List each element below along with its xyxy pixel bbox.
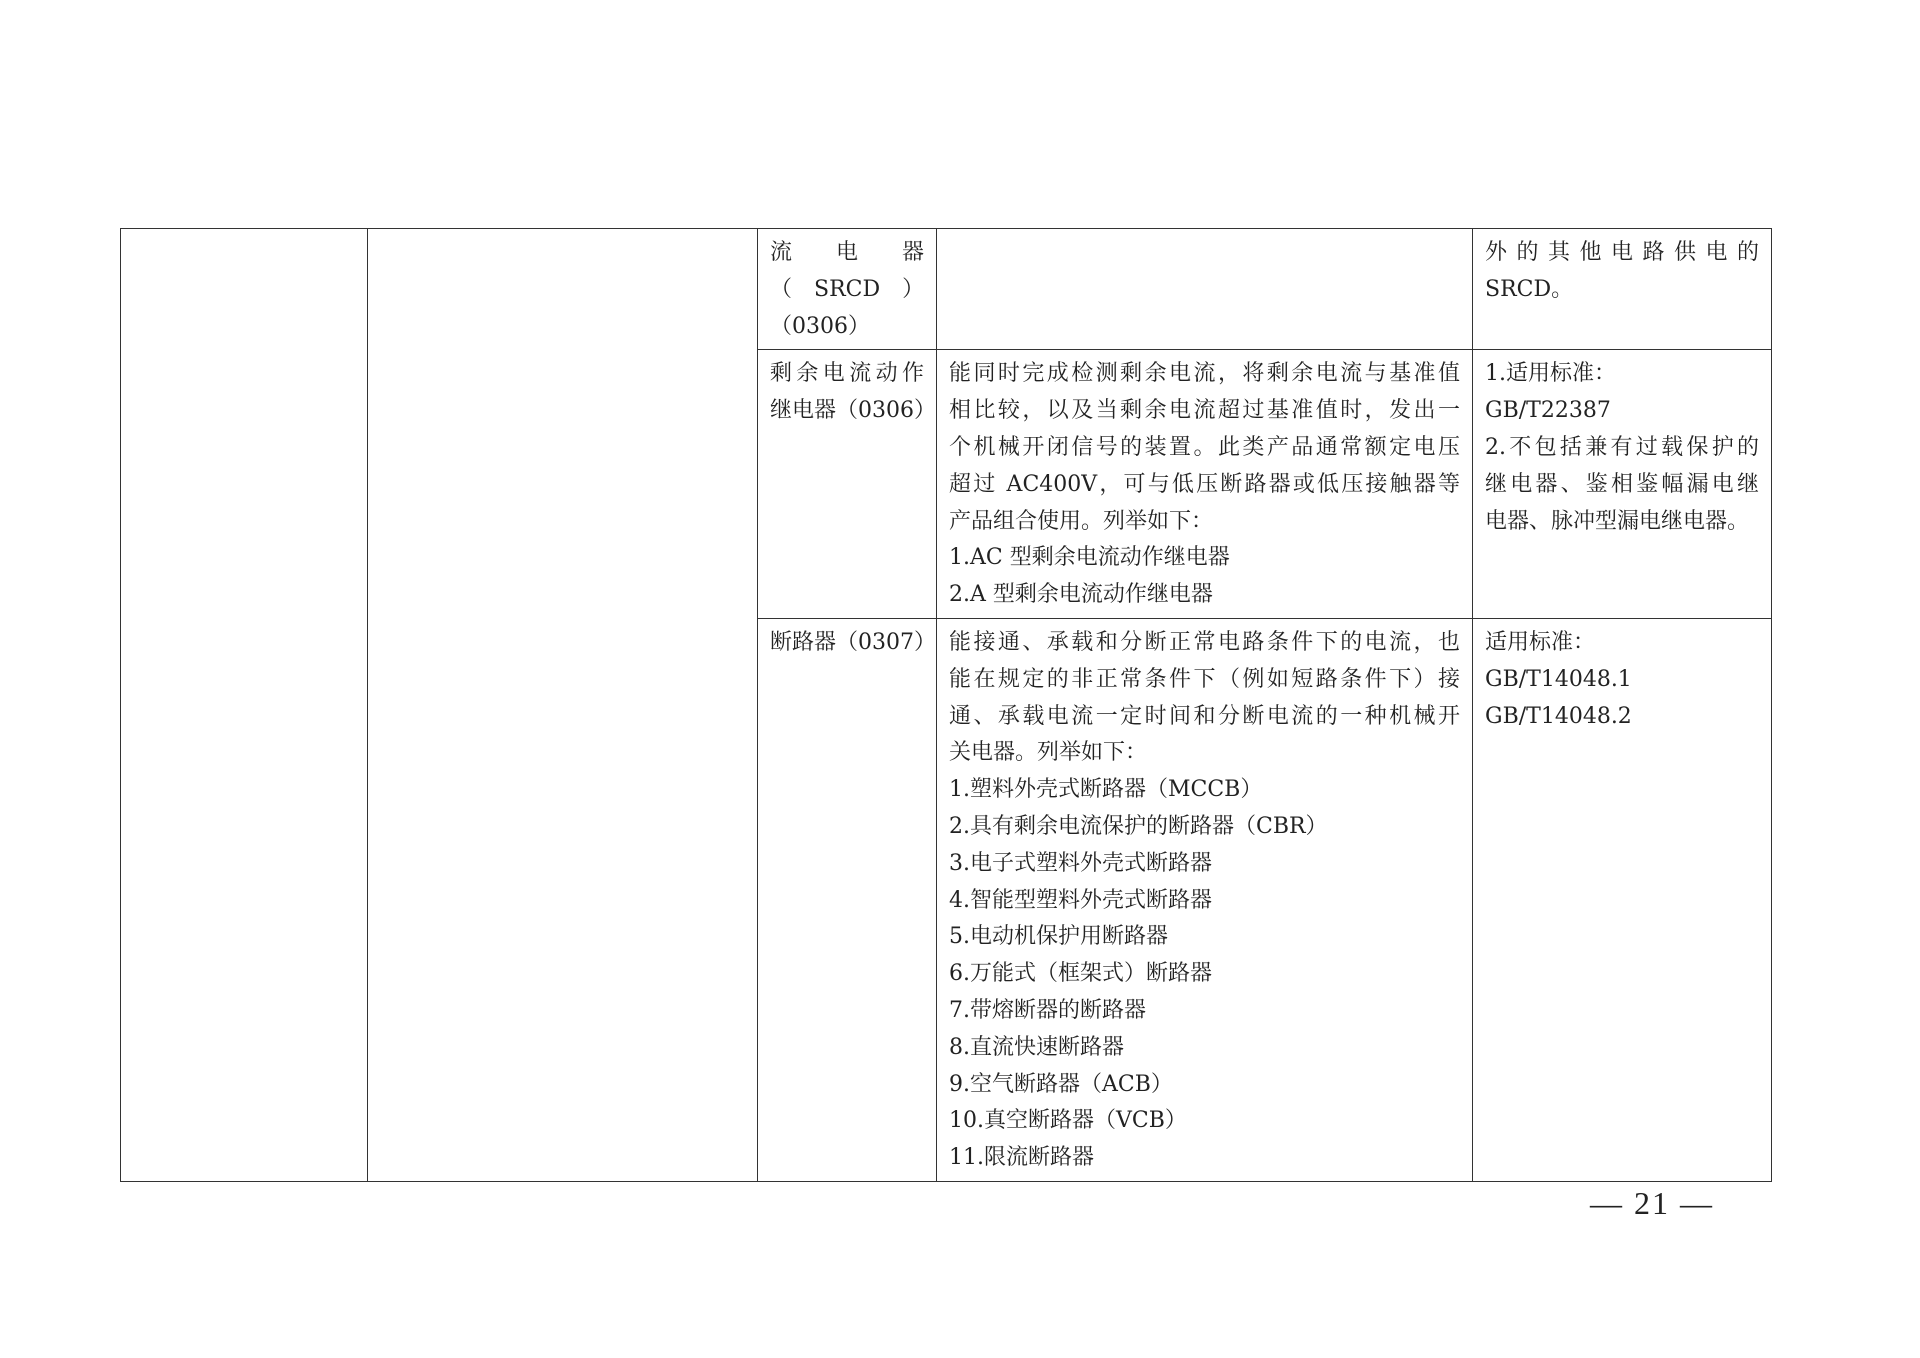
notes-line: 继电器、鉴相鉴幅漏电继: [1485, 471, 1759, 497]
description-line: 6.万能式（框架式）断路器: [949, 961, 1212, 987]
description-line: 1.AC 型剩余电流动作继电器: [949, 545, 1230, 571]
description-line: 通、承载电流一定时间和分断电流的一种机械开: [949, 703, 1460, 729]
description-line: 2.A 型剩余电流动作继电器: [949, 582, 1213, 608]
product-name-line: （ SRCD ）: [770, 276, 925, 302]
product-name-cell: [758, 229, 937, 350]
notes-line: SRCD。: [1485, 276, 1574, 302]
description-line: 8.直流快速断路器: [949, 1034, 1124, 1060]
description-line: 3.电子式塑料外壳式断路器: [949, 850, 1212, 876]
description-cell: [937, 618, 1473, 1181]
notes-line: 2.不包括兼有过载保护的: [1485, 434, 1759, 460]
description-line: 关电器。列举如下：: [949, 740, 1148, 766]
product-name-line: 继电器（0306）: [770, 398, 936, 424]
notes-line: GB/T22387: [1485, 398, 1611, 424]
description-line: 能在规定的非正常条件下（例如短路条件下）接: [949, 666, 1460, 692]
description-line: 产品组合使用。列举如下：: [949, 508, 1214, 534]
product-name-line: 流 电 器: [770, 240, 925, 265]
description-line: 11.限流断路器: [949, 1145, 1094, 1171]
description-line: 2.具有剩余电流保护的断路器（CBR）: [949, 813, 1328, 839]
description-line: 4.智能型塑料外壳式断路器: [949, 887, 1212, 913]
description-line: 能接通、承载和分断正常电路条件下的电流，也: [949, 629, 1460, 655]
notes-line: GB/T14048.1: [1485, 666, 1632, 692]
description-line: 5.电动机保护用断路器: [949, 924, 1168, 950]
subcategory-cell: [368, 229, 758, 1182]
product-name-cell: [758, 618, 937, 1181]
notes-cell: [1473, 350, 1772, 619]
notes-line: 1.适用标准：: [1485, 361, 1616, 387]
notes-cell: [1473, 229, 1772, 350]
product-name-cell: [758, 350, 937, 619]
notes-line: 电器、脉冲型漏电继电器。: [1485, 508, 1750, 534]
notes-line: GB/T14048.2: [1485, 703, 1632, 729]
description-line: 超过 AC400V，可与低压断路器或低压接触器等: [949, 471, 1460, 497]
product-name-line: 断路器（0307）: [770, 629, 936, 655]
product-catalog-table: [120, 228, 1772, 1182]
description-line: 能同时完成检测剩余电流，将剩余电流与基准值: [949, 361, 1460, 387]
description-line: 1.塑料外壳式断路器（MCCB）: [949, 777, 1263, 803]
description-line: 9.空气断路器（ACB）: [949, 1071, 1173, 1097]
category-cell: [121, 229, 368, 1182]
page-number: — 21 —: [1590, 1185, 1714, 1221]
description-cell: [937, 229, 1473, 350]
notes-line: 适用标准：: [1485, 629, 1596, 655]
description-line: 个机械开闭信号的装置。此类产品通常额定电压: [949, 434, 1460, 460]
description-line: 10.真空断路器（VCB）: [949, 1108, 1187, 1134]
description-line: 相比较，以及当剩余电流超过基准值时，发出一: [949, 398, 1460, 424]
notes-cell: [1473, 618, 1772, 1181]
description-cell: [937, 350, 1473, 619]
product-name-line: （0306）: [770, 313, 870, 339]
product-name-line: 剩余电流动作: [770, 361, 924, 387]
notes-line: 外的其他电路供电的: [1485, 240, 1759, 265]
table-row: [121, 229, 1772, 350]
description-line: 7.带熔断器的断路器: [949, 997, 1146, 1023]
